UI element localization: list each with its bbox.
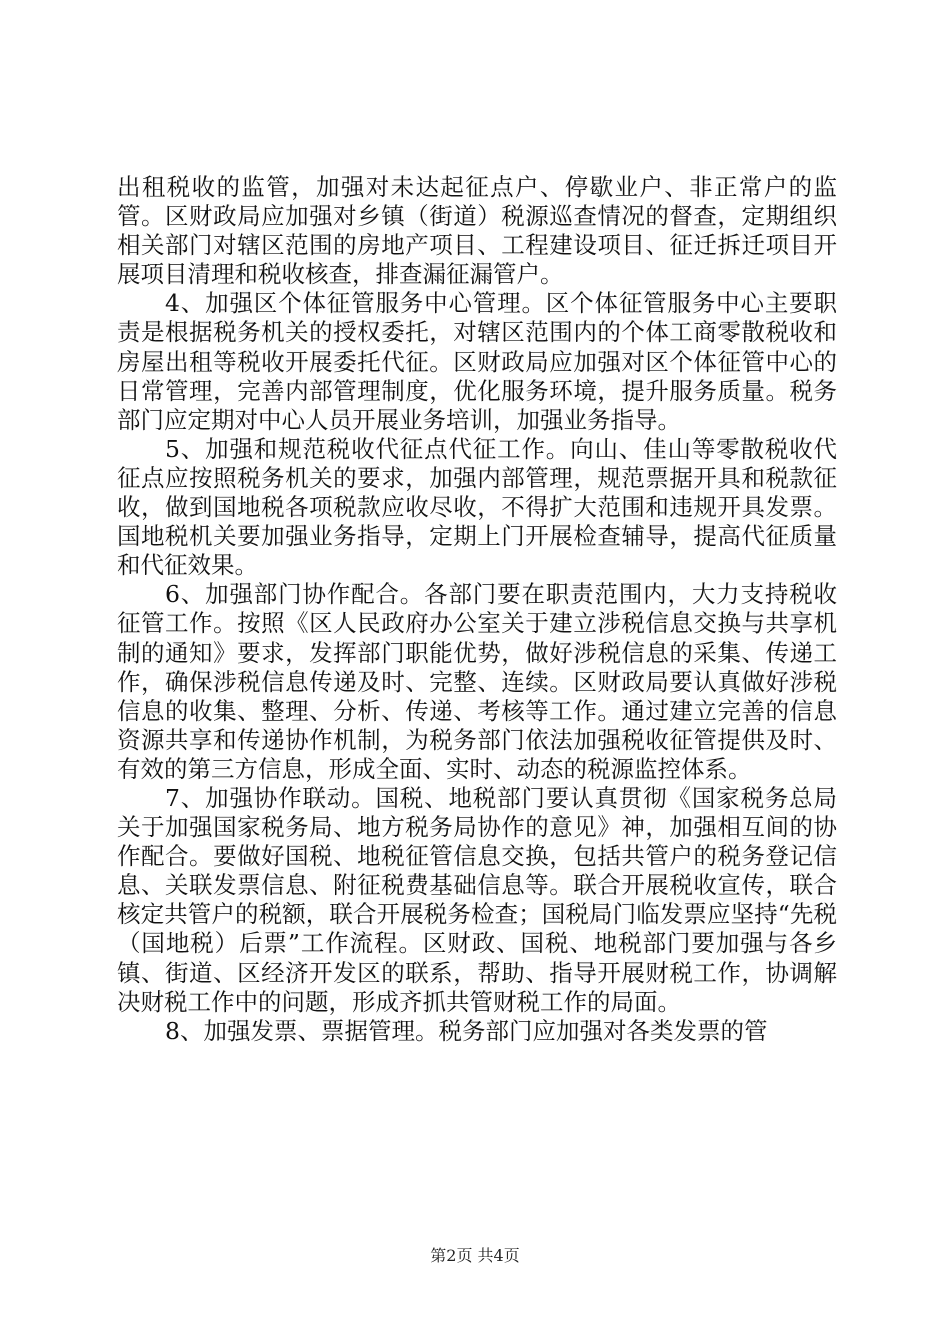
paragraph-continuation: 出租税收的监管，加强对未达起征点户、停歇业户、非正常户的监管。区财政局应加强对乡镇（街道）税源巡查情况的督查，定期组织相关部门对辖区范围的房地产项目、工程建设项目、征迁拆迁项目开展项目清理和税收核查，排查漏征漏管户。 — [117, 173, 837, 289]
page-number-footer: 第2页 共4页 — [430, 1246, 520, 1265]
document-body — [117, 173, 837, 1046]
paragraph-item-8: 8、加强发票、票据管理。税务部门应加强对各类发票的管 — [165, 1016, 768, 1045]
paragraph-item-6: 6、加强部门协作配合。各部门要在职责范围内，大力支持税收征管工作。按照《区人民政府办公室关于建立涉税信息交换与共享机制的通知》要求，发挥部门职能优势，做好涉税信息的采集、传递工作，确保涉税信息传递及时、完整、连续。区财政局要认真做好涉税信息的收集、整理、分析、传递、考核等工作。通过建立完善的信息资源共享和传递协作机制，为税务部门依法加强税收征管提供及时、有效的第三方信息，形成全面、实时、动态的税源监控体系。 — [117, 580, 837, 783]
paragraph-item-4: 4、加强区个体征管服务中心管理。区个体征管服务中心主要职责是根据税务机关的授权委托，对辖区范围内的个体工商零散税收和房屋出租等税收开展委托代征。区财政局应加强对区个体征管中心的日常管理，完善内部管理制度，优化服务环境，提升服务质量。税务部门应定期对中心人员开展业务培训，加强业务指导。 — [117, 289, 837, 434]
paragraph-item-5: 5、加强和规范税收代征点代征工作。向山、佳山等零散税收代征点应按照税务机关的要求，加强内部管理，规范票据开具和税款征收，做到国地税各项税款应收尽收，不得扩大范围和违规开具发票。国地税机关要加强业务指导，定期上门开展检查辅导，提高代征质量和代征效果。 — [117, 434, 837, 580]
paragraph-item-7: 7、加强协作联动。国税、地税部门要认真贯彻《国家税务总局关于加强国家税务局、地方税务局协作的意见》神，加强相互间的协作配合。要做好国税、地税征管信息交换，包括共管户的税务登记信息、关联发票信息、附征税费基础信息等。联合开展税收宣传，联合核定共管户的税额，联合开展税务检查；国税局门临发票应坚持“先税（国地税）后票”工作流程。区财政、国税、地税部门要加强与各乡镇、街道、区经济开发区的联系，帮助、指导开展财税工作，协调解决财税工作中的问题，形成齐抓共管财税工作的局面。 — [117, 783, 837, 1016]
